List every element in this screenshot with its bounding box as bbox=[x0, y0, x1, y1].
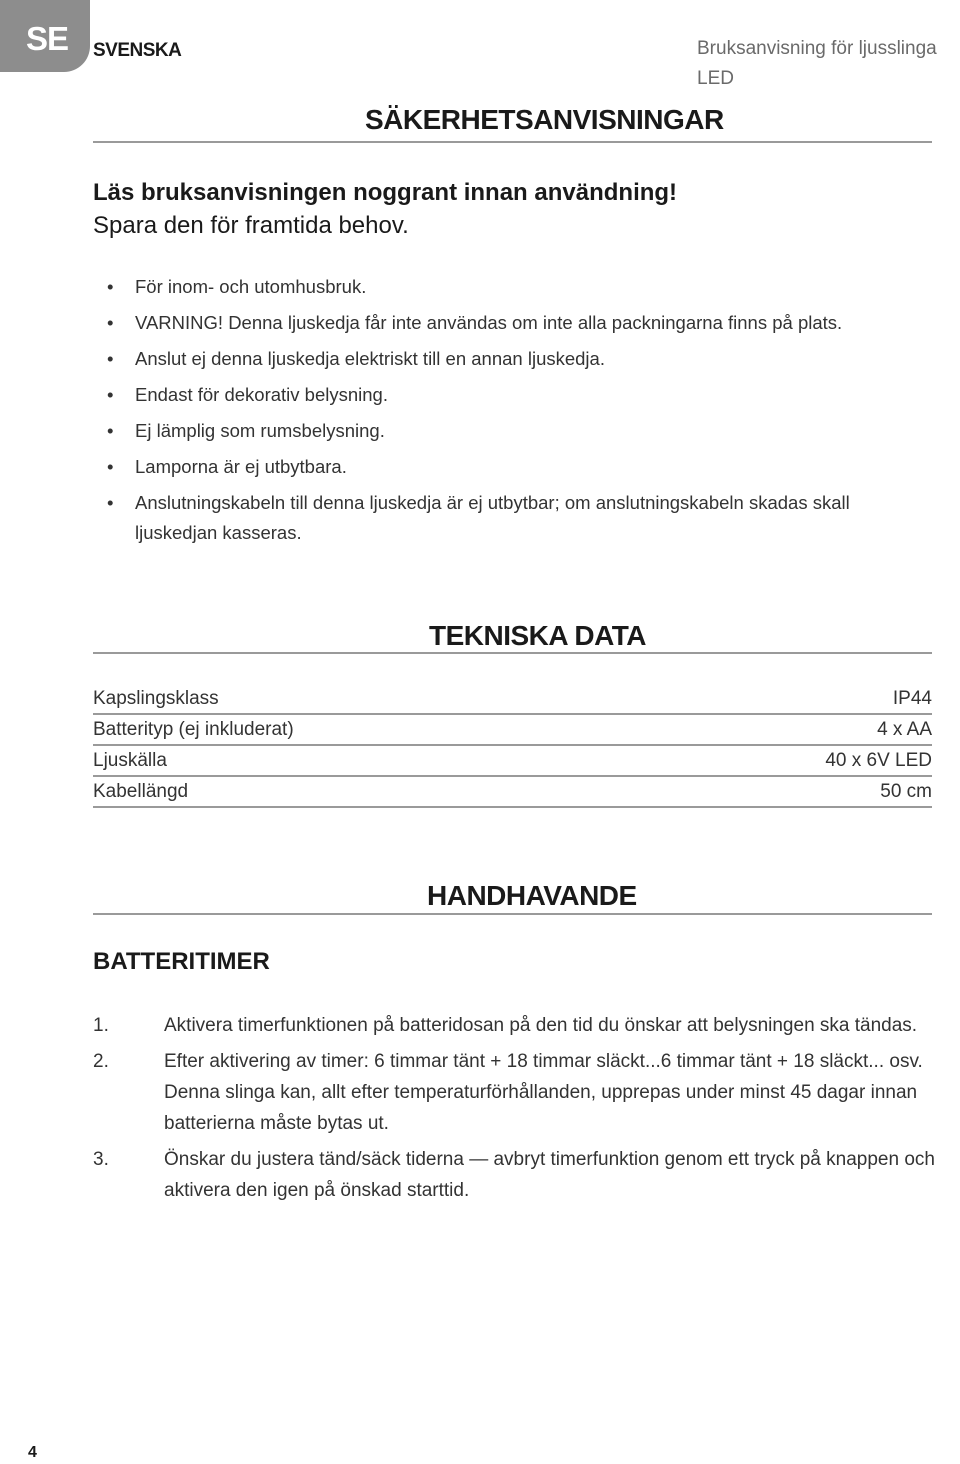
operation-heading: HANDHAVANDE bbox=[427, 880, 637, 911]
operation-steps bbox=[93, 1010, 948, 1211]
intro-warning: Läs bruksanvisningen noggrant innan användning! bbox=[93, 179, 678, 206]
list-item: • Lamporna är ej utbytbara. bbox=[107, 452, 937, 482]
spec-label: Batterityp (ej inkluderat) bbox=[93, 719, 294, 740]
spec-label: Kabellängd bbox=[93, 781, 189, 802]
operation-divider bbox=[93, 913, 932, 915]
table-row bbox=[93, 746, 932, 777]
safety-intro bbox=[93, 176, 677, 242]
technical-divider bbox=[93, 652, 932, 654]
spec-value: IP44 bbox=[892, 688, 932, 709]
step-text: Önskar du justera tänd/säck tiderna — avbryt timerfunktion genom ett tryck på knappen och aktivera den igen på önskad starttid. bbox=[164, 1149, 935, 1201]
technical-table bbox=[93, 684, 932, 808]
table-row bbox=[93, 684, 932, 715]
intro-note: Spara den för framtida behov. bbox=[93, 212, 409, 239]
spec-label: Kapslingsklass bbox=[93, 688, 219, 709]
list-item bbox=[93, 1144, 948, 1206]
list-item bbox=[93, 1010, 948, 1041]
spec-label: Ljuskälla bbox=[93, 750, 167, 771]
list-item: • Endast för dekorativ belysning. bbox=[107, 380, 937, 410]
spec-value: 50 cm bbox=[880, 781, 932, 802]
list-item: • För inom- och utomhusbruk. bbox=[107, 272, 937, 302]
language-tab bbox=[0, 0, 90, 72]
step-number: 2. bbox=[93, 1051, 109, 1072]
table-row bbox=[93, 715, 932, 746]
document-title: Bruksanvisning för ljusslinga LED bbox=[697, 38, 937, 89]
step-number: 1. bbox=[93, 1015, 109, 1036]
technical-heading: TEKNISKA DATA bbox=[429, 620, 646, 651]
safety-divider bbox=[93, 141, 932, 143]
safety-list bbox=[107, 272, 937, 554]
list-item bbox=[93, 1046, 948, 1139]
list-item: • VARNING! Denna ljuskedja får inte användas om inte alla packningarna finns på plats. bbox=[107, 308, 937, 338]
step-text: Efter aktivering av timer: 6 timmar tänt + 18 timmar släckt...6 timmar tänt + 18 släckt... osv. Denna slinga kan, allt efter temperaturförhållanden, upprepas under minst 45 dagar innan batterierna måste bytas ut. bbox=[164, 1051, 923, 1134]
language-label: SVENSKA bbox=[93, 40, 182, 61]
list-item: • Anslutningskabeln till denna ljuskedja är ej utbytbar; om anslutningskabeln skadas skall ljuskedjan kasseras. bbox=[107, 488, 937, 548]
safety-heading: SÄKERHETSANVISNINGAR bbox=[365, 104, 724, 135]
spec-value: 4 x AA bbox=[877, 719, 932, 740]
step-text: Aktivera timerfunktionen på batteridosan på den tid du önskar att belysningen ska tändas. bbox=[164, 1015, 918, 1036]
battery-timer-heading: BATTERITIMER bbox=[93, 948, 270, 975]
table-row bbox=[93, 777, 932, 808]
step-number: 3. bbox=[93, 1149, 109, 1170]
spec-value: 40 x 6V LED bbox=[825, 750, 932, 771]
language-tab-label: SE bbox=[26, 20, 69, 57]
page-number: 4 bbox=[28, 1444, 37, 1461]
list-item: • Ej lämplig som rumsbelysning. bbox=[107, 416, 937, 446]
list-item: • Anslut ej denna ljuskedja elektriskt till en annan ljuskedja. bbox=[107, 344, 937, 374]
